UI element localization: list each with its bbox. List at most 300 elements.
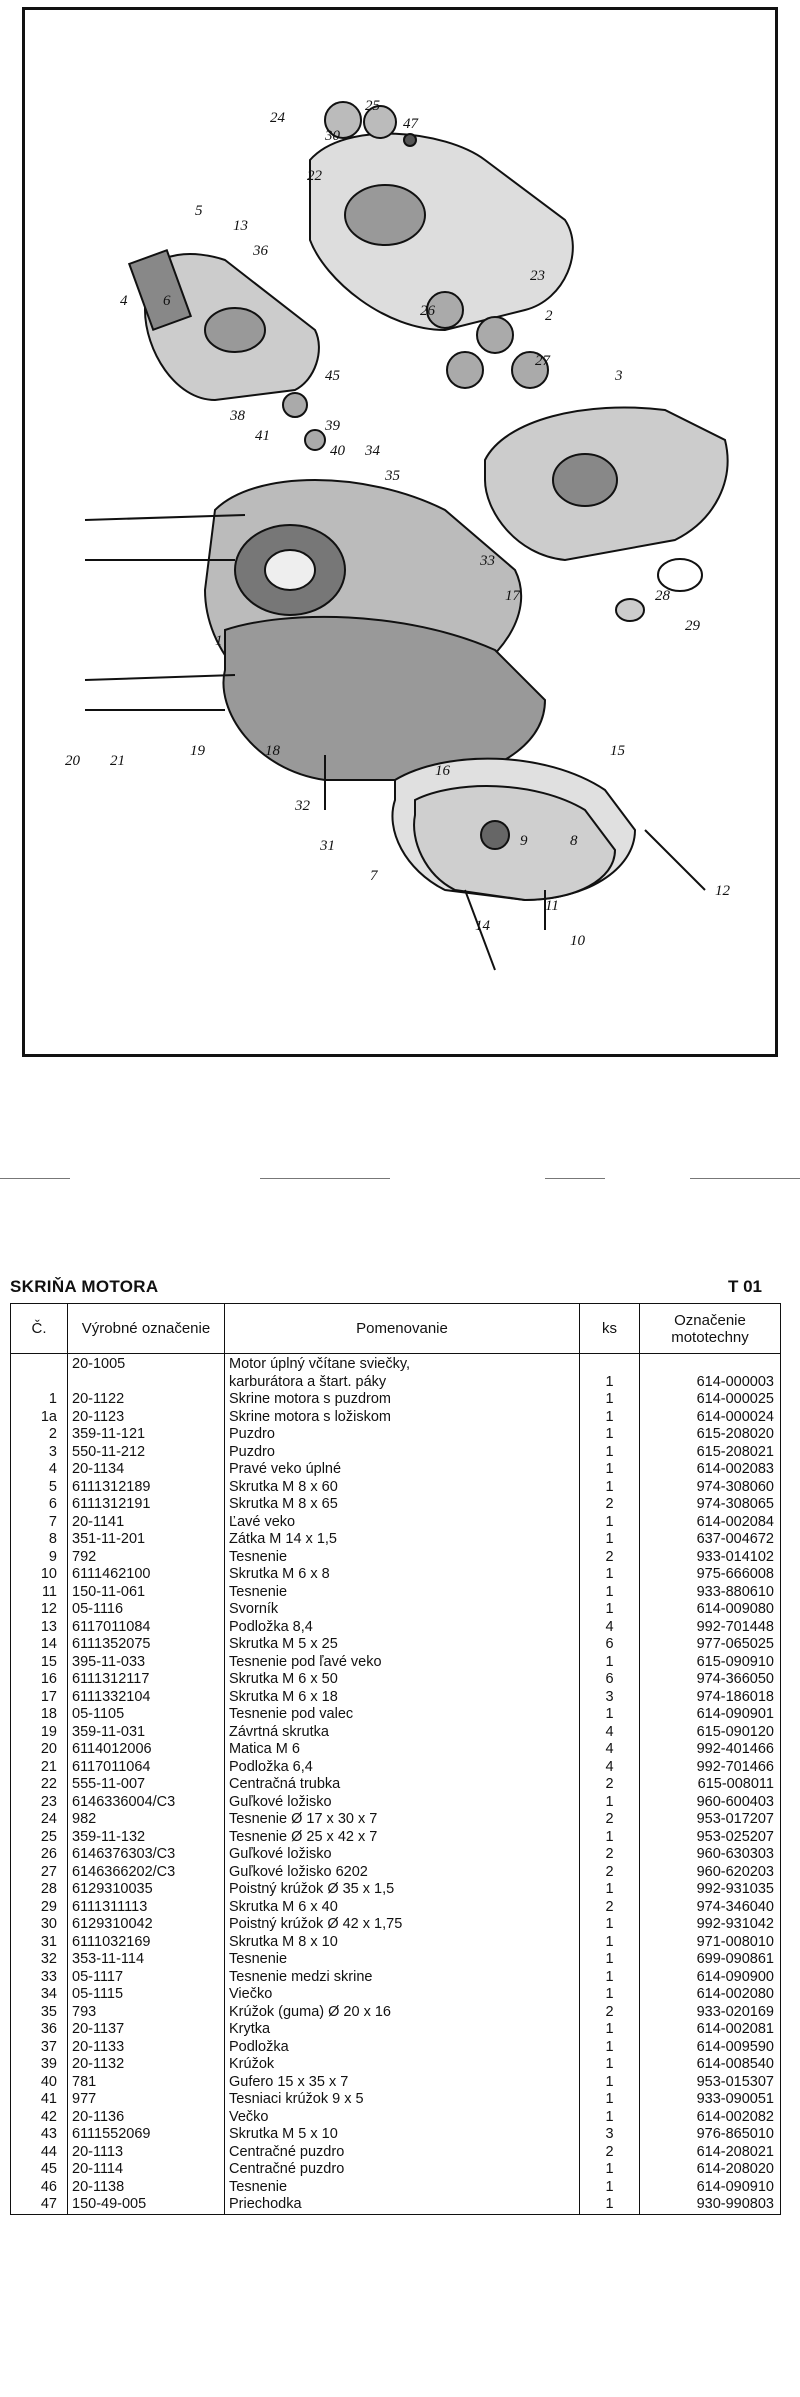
- callout-2: 2: [545, 308, 553, 324]
- row-part-name: Ľavé veko: [225, 1514, 580, 1532]
- row-part-number: 20-1137: [68, 2021, 225, 2039]
- row-part-name: Pravé veko úplné: [225, 1461, 580, 1479]
- table-row: [11, 1566, 781, 1584]
- row-part-number: 781: [68, 2074, 225, 2092]
- row-part-number: 351-11-201: [68, 1531, 225, 1549]
- row-quantity: 1: [580, 1916, 640, 1934]
- row-moto-code: 992-701448: [640, 1619, 781, 1637]
- row-moto-code: 974-366050: [640, 1671, 781, 1689]
- row-part-number: 353-11-114: [68, 1951, 225, 1969]
- row-part-name: Skrutka M 6 x 50: [225, 1671, 580, 1689]
- row-moto-code: 992-931042: [640, 1916, 781, 1934]
- callout-1: 1: [215, 633, 223, 649]
- row-part-name: Viečko: [225, 1986, 580, 2004]
- row-position: 4: [11, 1461, 68, 1479]
- row-part-name: Poistný krúžok Ø 42 x 1,75: [225, 1916, 580, 1934]
- row-moto-code: 614-002080: [640, 1986, 781, 2004]
- row-part-number: 6146366202/C3: [68, 1864, 225, 1882]
- row-part-number: 982: [68, 1811, 225, 1829]
- row-part-name: Puzdro: [225, 1426, 580, 1444]
- row-part-number: 20-1134: [68, 1461, 225, 1479]
- table-row: [11, 1969, 781, 1987]
- row-part-number: 150-49-005: [68, 2196, 225, 2214]
- row-position: 11: [11, 1584, 68, 1602]
- row-part-name: Podložka 6,4: [225, 1759, 580, 1777]
- callout-3: 3: [615, 368, 623, 384]
- table-row: [11, 1811, 781, 1829]
- row-position: 30: [11, 1916, 68, 1934]
- callout-17: 17: [505, 588, 520, 604]
- row-moto-code: 974-346040: [640, 1899, 781, 1917]
- engine-exploded-diagram: [25, 10, 775, 1054]
- table-row: [11, 2039, 781, 2057]
- row-part-number: 977: [68, 2091, 225, 2109]
- row-position: 20: [11, 1741, 68, 1759]
- callout-15: 15: [610, 743, 625, 759]
- row-moto-code: 614-009080: [640, 1601, 781, 1619]
- row-part-name: Skrutka M 5 x 10: [225, 2126, 580, 2144]
- row-moto-code: 960-620203: [640, 1864, 781, 1882]
- row-moto-code: 615-208021: [640, 1444, 781, 1462]
- row-position: 37: [11, 2039, 68, 2057]
- table-row: [11, 1881, 781, 1899]
- callout-21: 21: [110, 753, 125, 769]
- row-quantity: 1: [580, 2109, 640, 2127]
- row-quantity: 1: [580, 1531, 640, 1549]
- row-part-name: Tesniaci krúžok 9 x 5: [225, 2091, 580, 2109]
- row-part-number: 6129310035: [68, 1881, 225, 1899]
- row-position: 28: [11, 1881, 68, 1899]
- row-moto-code: 933-014102: [640, 1549, 781, 1567]
- row-position: 34: [11, 1986, 68, 2004]
- table-row: [11, 1531, 781, 1549]
- row-position: 1a: [11, 1409, 68, 1427]
- table-row: [11, 1934, 781, 1952]
- row-position: 9: [11, 1549, 68, 1567]
- row-part-number: 555-11-007: [68, 1776, 225, 1794]
- row-moto-code: 637-004672: [640, 1531, 781, 1549]
- separator-line: [260, 1178, 390, 1179]
- callout-47: 47: [403, 116, 418, 132]
- row-quantity: 1: [580, 1881, 640, 1899]
- row-quantity: 6: [580, 1671, 640, 1689]
- row-quantity: 1: [580, 1601, 640, 1619]
- row-part-name: Guľkové ložisko: [225, 1846, 580, 1864]
- row-quantity: 1: [580, 2074, 640, 2092]
- row-part-number: 05-1105: [68, 1706, 225, 1724]
- callout-16: 16: [435, 763, 450, 779]
- table-row: [11, 1444, 781, 1462]
- table-row: [11, 1461, 781, 1479]
- row-part-name: Priechodka: [225, 2196, 580, 2214]
- row-position: 31: [11, 1934, 68, 1952]
- separator-line: [0, 1178, 70, 1179]
- row-position: 17: [11, 1689, 68, 1707]
- row-position: 35: [11, 2004, 68, 2022]
- callout-35: 35: [385, 468, 400, 484]
- row-part-number: 20-1133: [68, 2039, 225, 2057]
- row-position: 46: [11, 2179, 68, 2197]
- row-quantity: 2: [580, 2144, 640, 2162]
- row-part-name: Puzdro: [225, 1444, 580, 1462]
- table-row: [11, 1951, 781, 1969]
- row-part-name: Tesnenie Ø 17 x 30 x 7: [225, 1811, 580, 1829]
- row-quantity: 4: [580, 1619, 640, 1637]
- table-row: [11, 1706, 781, 1724]
- table-row: [11, 2109, 781, 2127]
- row-moto-code: 933-020169: [640, 2004, 781, 2022]
- row-moto-code: 930-990803: [640, 2196, 781, 2214]
- row-position: 33: [11, 1969, 68, 1987]
- table-row: [11, 1776, 781, 1794]
- exploded-diagram-frame: [22, 7, 778, 1057]
- row-position: 47: [11, 2196, 68, 2214]
- row-moto-code: 614-008540: [640, 2056, 781, 2074]
- row-part-number: 6114012006: [68, 1741, 225, 1759]
- callout-28: 28: [655, 588, 670, 604]
- row-position: 19: [11, 1724, 68, 1742]
- callout-22: 22: [307, 168, 322, 184]
- row-moto-code: 614-002084: [640, 1514, 781, 1532]
- table-row: [11, 2144, 781, 2162]
- row-part-number: 20-1136: [68, 2109, 225, 2127]
- row-part-name: Krytka: [225, 2021, 580, 2039]
- row-moto-code: 960-630303: [640, 1846, 781, 1864]
- row-quantity: 1: [580, 1426, 640, 1444]
- row-part-name: Svorník: [225, 1601, 580, 1619]
- table-row: [11, 1496, 781, 1514]
- row-moto-code: 614-002081: [640, 2021, 781, 2039]
- table-row: [11, 2056, 781, 2074]
- row-position: 13: [11, 1619, 68, 1637]
- callout-40: 40: [330, 443, 345, 459]
- row-part-name: Guľkové ložisko 6202: [225, 1864, 580, 1882]
- row-part-name: Tesnenie: [225, 1549, 580, 1567]
- row-quantity: 1: [580, 1934, 640, 1952]
- row-quantity: 4: [580, 1759, 640, 1777]
- row-quantity: 1: [580, 1654, 640, 1672]
- row-part-name: Tesnenie pod ľavé veko: [225, 1654, 580, 1672]
- row-part-number: 20-1123: [68, 1409, 225, 1427]
- callout-12: 12: [715, 883, 730, 899]
- row-part-number: 6111311113: [68, 1899, 225, 1917]
- table-row: [11, 2091, 781, 2109]
- row-moto-code: 615-008011: [640, 1776, 781, 1794]
- row-part-name: Matica M 6: [225, 1741, 580, 1759]
- row-moto-code: 615-090910: [640, 1654, 781, 1672]
- row-moto-code: 614-002083: [640, 1461, 781, 1479]
- row-part-name: Skrutka M 6 x 8: [225, 1566, 580, 1584]
- row-quantity: 3: [580, 1689, 640, 1707]
- table-row: [11, 1864, 781, 1882]
- callout-29: 29: [685, 618, 700, 634]
- callout-20: 20: [65, 753, 80, 769]
- callout-27: 27: [535, 353, 550, 369]
- callout-5: 5: [195, 203, 203, 219]
- row-position: 6: [11, 1496, 68, 1514]
- callout-26: 26: [420, 303, 435, 319]
- callout-11: 11: [545, 898, 559, 914]
- row-part-number: 6111032169: [68, 1934, 225, 1952]
- sheet-code: T 01: [728, 1277, 763, 1296]
- row-moto-code: 953-025207: [640, 1829, 781, 1847]
- row-part-name: Skrine motora s ložiskom: [225, 1409, 580, 1427]
- row-moto-code: 974-308065: [640, 1496, 781, 1514]
- row-moto-code: 953-017207: [640, 1811, 781, 1829]
- row-position: 16: [11, 1671, 68, 1689]
- row-part-number: 550-11-212: [68, 1444, 225, 1462]
- table-row: [11, 2021, 781, 2039]
- row-moto-code: 974-186018: [640, 1689, 781, 1707]
- row-part-name: Závrtná skrutka: [225, 1724, 580, 1742]
- table-row: [11, 2196, 781, 2214]
- table-row: [11, 2179, 781, 2197]
- row-moto-code: 614-000024: [640, 1409, 781, 1427]
- row-position: 12: [11, 1601, 68, 1619]
- row-position: 15: [11, 1654, 68, 1672]
- row-moto-code: 971-008010: [640, 1934, 781, 1952]
- row-moto-code: 975-666008: [640, 1566, 781, 1584]
- row-position: 8: [11, 1531, 68, 1549]
- row-part-number: 05-1117: [68, 1969, 225, 1987]
- row-moto-code: 615-090120: [640, 1724, 781, 1742]
- callout-13: 13: [233, 218, 248, 234]
- table-row: [11, 1426, 781, 1444]
- row-position: 41: [11, 2091, 68, 2109]
- row-quantity: 1: [580, 1794, 640, 1812]
- row-moto-code: 992-401466: [640, 1741, 781, 1759]
- row-position: 25: [11, 1829, 68, 1847]
- row-part-name: Poistný krúžok Ø 35 x 1,5: [225, 1881, 580, 1899]
- row-part-name: Podložka 8,4: [225, 1619, 580, 1637]
- row-moto-code: 614-090910: [640, 2179, 781, 2197]
- table-row: [11, 1409, 781, 1427]
- row-quantity: 2: [580, 1549, 640, 1567]
- row-part-name: Skrutka M 8 x 60: [225, 1479, 580, 1497]
- row-position: 40: [11, 2074, 68, 2092]
- row-part-number: 792: [68, 1549, 225, 1567]
- table-row: [11, 1794, 781, 1812]
- row-part-name: Centračná trubka: [225, 1776, 580, 1794]
- row-part-number: 20-1132: [68, 2056, 225, 2074]
- callout-10: 10: [570, 933, 585, 949]
- row-quantity: 1: [580, 1444, 640, 1462]
- callout-34: 34: [365, 443, 380, 459]
- header-pos: Č.: [11, 1304, 68, 1354]
- row-part-number: 6111552069: [68, 2126, 225, 2144]
- table-row: [11, 1759, 781, 1777]
- row-quantity: 1: [580, 1951, 640, 1969]
- row-moto-code: 614-090901: [640, 1706, 781, 1724]
- row-part-name: Krúžok: [225, 2056, 580, 2074]
- row-part-name: Podložka: [225, 2039, 580, 2057]
- row-part-name: Tesnenie pod valec: [225, 1706, 580, 1724]
- row-part-name: Centračné puzdro: [225, 2144, 580, 2162]
- row-quantity: 1: [580, 1354, 640, 1392]
- row-part-name: Skrutka M 5 x 25: [225, 1636, 580, 1654]
- row-part-number: 359-11-121: [68, 1426, 225, 1444]
- table-row: [11, 1724, 781, 1742]
- row-part-number: 20-1122: [68, 1391, 225, 1409]
- row-quantity: 2: [580, 1496, 640, 1514]
- row-quantity: 6: [580, 1636, 640, 1654]
- row-part-number: 20-1114: [68, 2161, 225, 2179]
- row-part-name: Skrutka M 8 x 65: [225, 1496, 580, 1514]
- callout-18: 18: [265, 743, 280, 759]
- row-quantity: 1: [580, 1829, 640, 1847]
- callout-41: 41: [255, 428, 270, 444]
- parts-table: [10, 1303, 781, 2215]
- row-quantity: 1: [580, 1566, 640, 1584]
- row-moto-code: 977-065025: [640, 1636, 781, 1654]
- callout-14: 14: [475, 918, 490, 934]
- row-position: 26: [11, 1846, 68, 1864]
- row-moto-code: 976-865010: [640, 2126, 781, 2144]
- row-moto-code: 614-208020: [640, 2161, 781, 2179]
- row-position: 29: [11, 1899, 68, 1917]
- row-moto-code: 933-880610: [640, 1584, 781, 1602]
- row-quantity: 1: [580, 1479, 640, 1497]
- callout-30: 30: [325, 128, 340, 144]
- row-part-name: Skrutka M 8 x 10: [225, 1934, 580, 1952]
- row-moto-code: 699-090861: [640, 1951, 781, 1969]
- row-position: 36: [11, 2021, 68, 2039]
- row-position: 1: [11, 1391, 68, 1409]
- row-part-number: 359-11-031: [68, 1724, 225, 1742]
- row-position: 39: [11, 2056, 68, 2074]
- row-position: 2: [11, 1426, 68, 1444]
- row-part-number: 20-1141: [68, 1514, 225, 1532]
- row-position: 7: [11, 1514, 68, 1532]
- row-part-name: Tesnenie: [225, 2179, 580, 2197]
- row-part-number: 20-1005: [68, 1354, 225, 1392]
- row-part-number: 20-1113: [68, 2144, 225, 2162]
- table-row: [11, 1689, 781, 1707]
- callout-36: 36: [253, 243, 268, 259]
- row-position: 18: [11, 1706, 68, 1724]
- row-part-name: Tesnenie: [225, 1951, 580, 1969]
- row-part-number: 6146336004/C3: [68, 1794, 225, 1812]
- separator-line: [690, 1178, 800, 1179]
- callout-9: 9: [520, 833, 528, 849]
- row-quantity: 1: [580, 2021, 640, 2039]
- row-part-number: 6111312189: [68, 1479, 225, 1497]
- callout-4: 4: [120, 293, 128, 309]
- callout-6: 6: [163, 293, 171, 309]
- row-part-number: 6129310042: [68, 1916, 225, 1934]
- table-row: [11, 1584, 781, 1602]
- row-part-number: 6146376303/C3: [68, 1846, 225, 1864]
- table-row: [11, 1986, 781, 2004]
- row-part-number: 6117011064: [68, 1759, 225, 1777]
- row-part-name: Skrutka M 6 x 18: [225, 1689, 580, 1707]
- row-part-name: Gufero 15 x 35 x 7: [225, 2074, 580, 2092]
- row-part-name: Tesnenie medzi skrine: [225, 1969, 580, 1987]
- row-quantity: 1: [580, 1706, 640, 1724]
- table-row: [11, 1829, 781, 1847]
- table-row: [11, 1619, 781, 1637]
- row-part-name: Motor úplný včítane sviečky, karburátora a štart. páky: [225, 1354, 580, 1392]
- callout-33: 33: [480, 553, 495, 569]
- row-quantity: 1: [580, 2179, 640, 2197]
- table-row: [11, 2004, 781, 2022]
- row-quantity: 1: [580, 2161, 640, 2179]
- callout-38: 38: [230, 408, 245, 424]
- row-part-number: 05-1116: [68, 1601, 225, 1619]
- row-moto-code: 992-701466: [640, 1759, 781, 1777]
- callout-8: 8: [570, 833, 578, 849]
- row-moto-code: 953-015307: [640, 2074, 781, 2092]
- table-header-row: [11, 1304, 781, 1354]
- row-moto-code: 960-600403: [640, 1794, 781, 1812]
- callout-31: 31: [320, 838, 335, 854]
- callout-39: 39: [325, 418, 340, 434]
- row-part-number: 150-11-061: [68, 1584, 225, 1602]
- row-position: 14: [11, 1636, 68, 1654]
- row-moto-code: 992-931035: [640, 1881, 781, 1899]
- row-quantity: 2: [580, 1864, 640, 1882]
- row-moto-code: 615-208020: [640, 1426, 781, 1444]
- sheet-title: SKRIŇA MOTORA: [10, 1277, 159, 1296]
- table-row: [11, 1354, 781, 1392]
- row-moto-code: 614-002082: [640, 2109, 781, 2127]
- row-moto-code: 614-000025: [640, 1391, 781, 1409]
- row-quantity: 1: [580, 1986, 640, 2004]
- callout-45: 45: [325, 368, 340, 384]
- table-row: [11, 1899, 781, 1917]
- row-quantity: 1: [580, 1391, 640, 1409]
- table-row: [11, 1549, 781, 1567]
- row-part-number: 6111352075: [68, 1636, 225, 1654]
- header-moto-code: Označenie mototechny: [640, 1304, 781, 1354]
- separator-line: [545, 1178, 605, 1179]
- table-row: [11, 1601, 781, 1619]
- callout-23: 23: [530, 268, 545, 284]
- table-row: [11, 1916, 781, 1934]
- table-row: [11, 2126, 781, 2144]
- row-position: 44: [11, 2144, 68, 2162]
- row-position: 43: [11, 2126, 68, 2144]
- row-quantity: 2: [580, 1899, 640, 1917]
- callout-32: 32: [295, 798, 310, 814]
- row-quantity: 2: [580, 2004, 640, 2022]
- row-part-name: Tesnenie Ø 25 x 42 x 7: [225, 1829, 580, 1847]
- table-row: [11, 1846, 781, 1864]
- header-name: Pomenovanie: [225, 1304, 580, 1354]
- row-quantity: 4: [580, 1724, 640, 1742]
- row-part-name: Krúžok (guma) Ø 20 x 16: [225, 2004, 580, 2022]
- row-moto-code: 614-090900: [640, 1969, 781, 1987]
- header-part-no: Výrobné označenie: [68, 1304, 225, 1354]
- row-quantity: 1: [580, 1584, 640, 1602]
- row-position: 32: [11, 1951, 68, 1969]
- row-quantity: 1: [580, 2196, 640, 2214]
- row-part-number: 395-11-033: [68, 1654, 225, 1672]
- table-row: [11, 1514, 781, 1532]
- row-quantity: 2: [580, 1846, 640, 1864]
- row-quantity: 3: [580, 2126, 640, 2144]
- row-part-name: Skrutka M 6 x 40: [225, 1899, 580, 1917]
- row-position: 23: [11, 1794, 68, 1812]
- row-part-name: Tesnenie: [225, 1584, 580, 1602]
- callout-24: 24: [270, 110, 285, 126]
- row-part-name: Skrine motora s puzdrom: [225, 1391, 580, 1409]
- row-part-name: Guľkové ložisko: [225, 1794, 580, 1812]
- row-position: 10: [11, 1566, 68, 1584]
- table-row: [11, 1636, 781, 1654]
- row-moto-code: 614-000003: [640, 1354, 781, 1392]
- table-row: [11, 2074, 781, 2092]
